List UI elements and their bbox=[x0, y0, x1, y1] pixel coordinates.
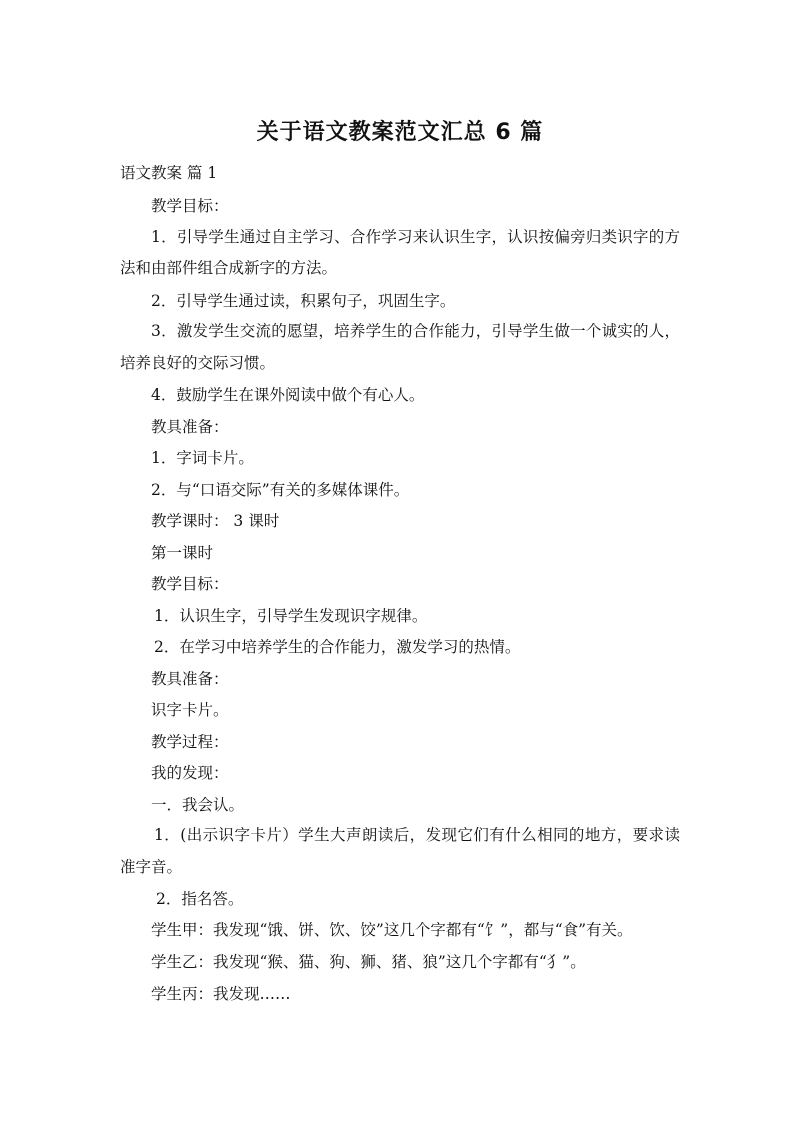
paragraph: 教学课时： 3 课时 bbox=[151, 512, 280, 530]
paragraph: 教学目标： bbox=[151, 575, 229, 593]
section-heading: 语文教案 篇 1 bbox=[120, 164, 218, 182]
paragraph: 4．鼓励学生在课外阅读中做个有心人。 bbox=[151, 386, 425, 404]
paragraph: 我的发现： bbox=[151, 764, 229, 782]
paragraph: 教具准备： bbox=[151, 417, 229, 436]
paragraph: 1．字词卡片。 bbox=[151, 449, 254, 467]
paragraph: 2．引导学生通过读，积累句子，巩固生字。 bbox=[151, 291, 456, 310]
paragraph: 1．(出示识字卡片）学生大声朗读后，发现它们有什么相同的地方，要求读准字音。 bbox=[120, 826, 680, 876]
paragraph: 教学目标： bbox=[151, 197, 229, 215]
paragraph: 1．引导学生通过自主学习、合作学习来认识生字，认识按偏旁归类识字的方法和由部件组合成新字的方法。 bbox=[120, 227, 680, 278]
paragraph: 第一课时 bbox=[151, 543, 214, 562]
paragraph: 2．指名答。 bbox=[156, 890, 244, 908]
paragraph: 一．我会认。 bbox=[151, 795, 245, 814]
paragraph: 学生甲：我发现“饿、饼、饮、饺”这几个字都有“饣”，都与“食”有关。 bbox=[151, 920, 633, 939]
paragraph: 学生乙：我发现“猴、猫、狗、狮、猪、狼”这几个字都有“犭”。 bbox=[151, 953, 586, 971]
paragraph: 识字卡片。 bbox=[151, 701, 229, 719]
paragraph: 2．在学习中培养学生的合作能力，激发学习的热情。 bbox=[154, 638, 521, 656]
paragraph: 学生丙：我发现…… bbox=[151, 984, 291, 1003]
paragraph: 教学过程： bbox=[151, 732, 229, 751]
paragraph: 3．激发学生交流的愿望，培养学生的合作能力，引导学生做一个诚实的人，培养良好的交际习惯。 bbox=[120, 322, 680, 372]
paragraph: 2．与“口语交际”有关的多媒体课件。 bbox=[151, 480, 410, 499]
document-body bbox=[120, 195, 680, 1014]
document-title: 关于语文教案范文汇总 6 篇 bbox=[256, 120, 544, 145]
paragraph: 教具准备： bbox=[151, 669, 229, 688]
paragraph: 1．认识生字，引导学生发现识字规律。 bbox=[154, 606, 428, 625]
